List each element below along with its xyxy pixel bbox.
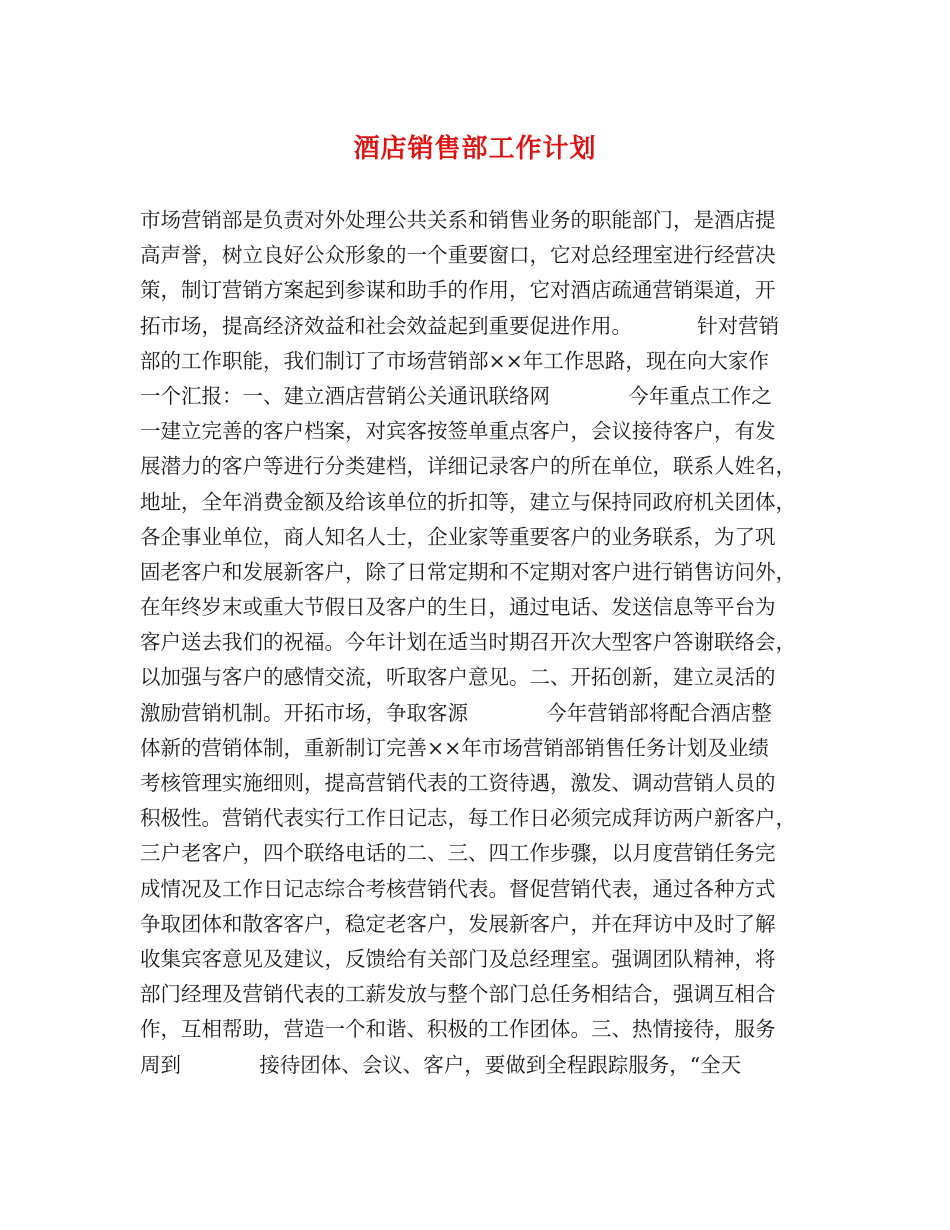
body-line: 高声誉，树立良好公众形象的一个重要窗口，它对总经理室进行经营决 — [140, 243, 776, 268]
body-line: 在年终岁末或重大节假日及客户的生日，通过电话、发送信息等平台为 — [140, 595, 776, 620]
body-line: 固老客户和发展新客户，除了日常定期和不定期对客户进行销售访问外， — [140, 559, 796, 584]
body-line: 拓市场，提高经济效益和社会效益起到重要促进作用。 针对营销 — [140, 313, 780, 338]
body-line: 展潜力的客户等进行分类建档，详细记录客户的所在单位，联系人姓名， — [140, 454, 796, 479]
body-line: 地址，全年消费金额及给该单位的折扣等，建立与保持同政府机关团体， — [140, 489, 796, 514]
document-body — [140, 203, 830, 1083]
body-line: 一个汇报：一、建立酒店营销公关通讯联络网 今年重点工作之 — [140, 383, 772, 408]
body-line: 考核管理实施细则，提高营销代表的工资待遇，激发、调动营销人员的 — [140, 771, 776, 795]
body-line: 周到 接待团体、会议、客户，要做到全程跟踪服务，“全天 — [140, 1052, 742, 1077]
body-line: 三户老客户，四个联络电话的二、三、四工作步骤，以月度营销任务完 — [140, 841, 776, 866]
body-line: 一建立完善的客户档案，对宾客按签单重点客户，会议接待客户，有发 — [140, 419, 776, 444]
body-line: 以加强与客户的感情交流，听取客户意见。二、开拓创新，建立灵活的 — [140, 665, 776, 690]
body-line: 收集宾客意见及建议，反馈给有关部门及总经理室。强调团队精神，将 — [140, 946, 776, 971]
body-line: 部的工作职能，我们制订了市场营销部××年工作思路，现在向大家作 — [140, 348, 769, 373]
body-line: 成情况及工作日记志综合考核营销代表。督促营销代表，通过各种方式 — [140, 876, 776, 901]
body-line: 争取团体和散客客户，稳定老客户，发展新客户，并在拜访中及时了解 — [140, 911, 776, 936]
body-line: 客户送去我们的祝福。今年计划在适当时期召开次大型客户答谢联络会， — [140, 630, 796, 655]
body-line: 市场营销部是负责对外处理公共关系和销售业务的职能部门，是酒店提 — [140, 208, 776, 232]
body-line: 体新的营销体制，重新制订完善××年市场营销部销售任务计划及业绩 — [140, 735, 769, 760]
body-line: 各企事业单位，商人知名人士，企业家等重要客户的业务联系，为了巩 — [140, 524, 776, 549]
document-title: 酒店销售部工作计划 — [353, 134, 597, 164]
body-line: 积极性。营销代表实行工作日记志，每工作日必须完成拜访两户新客户， — [140, 806, 796, 831]
body-line: 部门经理及营销代表的工薪发放与整个部门总任务相结合，强调互相合 — [140, 982, 776, 1007]
body-line: 激励营销机制。开拓市场，争取客源 今年营销部将配合酒店整 — [140, 700, 772, 725]
body-line: 策，制订营销方案起到参谋和助手的作用，它对酒店疏通营销渠道，开 — [140, 278, 776, 303]
body-line: 作，互相帮助，营造一个和谐、积极的工作团体。三、热情接待，服务 — [140, 1017, 776, 1042]
